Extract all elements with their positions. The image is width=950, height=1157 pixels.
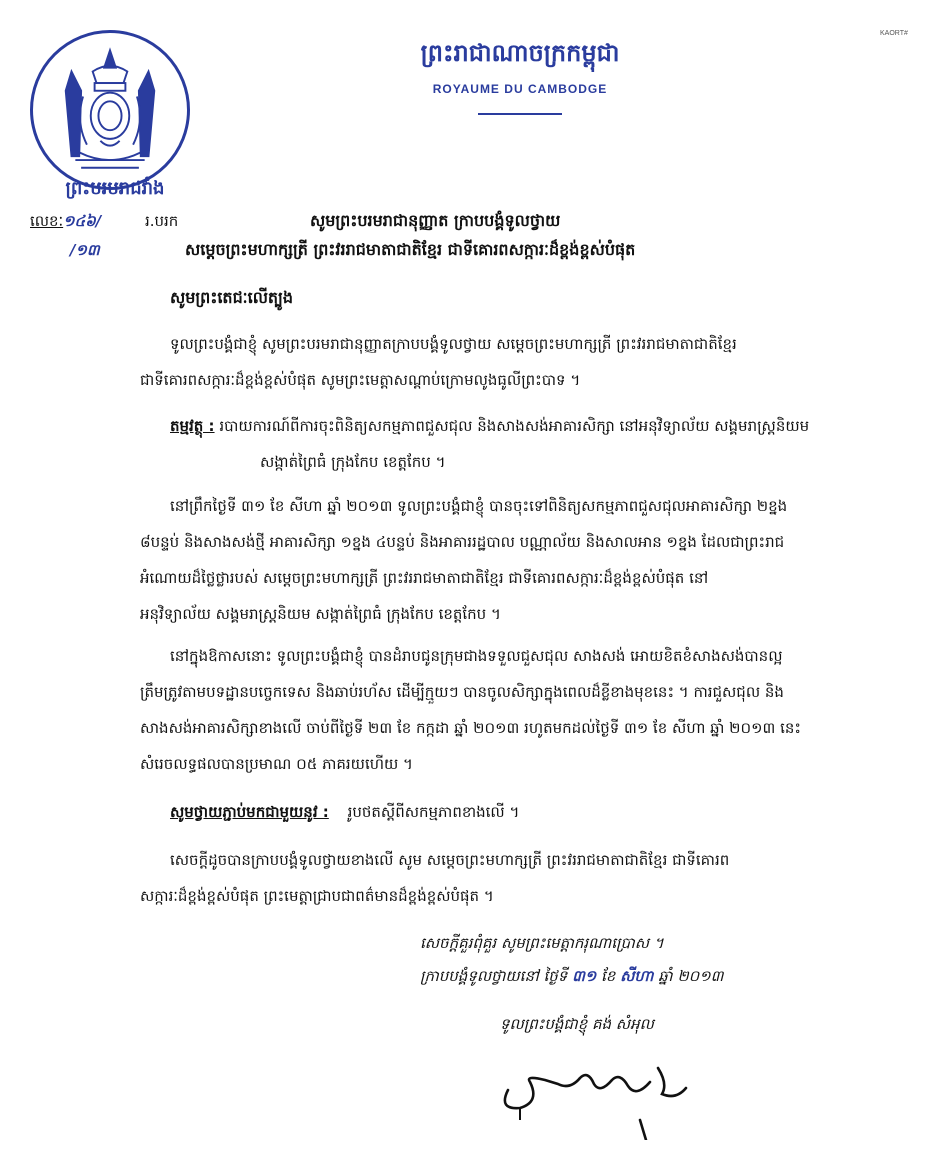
title-divider bbox=[478, 113, 562, 115]
reference-number-label: លេខៈ bbox=[30, 212, 64, 230]
address-line-1: សូមព្រះបរមរាជានុញ្ញាត ក្រាបបង្គំទូលថ្វាយ bbox=[310, 211, 561, 230]
date-month: សីហា bbox=[620, 967, 654, 985]
reference-number-value: ១៤៦/ bbox=[63, 212, 102, 230]
para1-line-3: អំណោយដ៏ថ្លៃថ្លារបស់ សម្តេចព្រះមហាក្សត្រី ព្រះវររាជមាតាជាតិខ្មែរ ជាទីគោរពសក្ការៈដ៏ខ្ពង់ខ្ពស់បំផុត នៅ bbox=[140, 569, 709, 587]
subject-line-1 bbox=[170, 416, 809, 436]
department-name: ព្រះបរមរាជវាំង bbox=[65, 178, 165, 199]
reference-year: /១៣ bbox=[70, 241, 100, 259]
para1-line-1: នៅព្រឹកថ្ងៃទី ៣១ ខែ សីហា ឆ្នាំ ២០១៣ ទូលព្រះបង្គំជាខ្ញុំ បានចុះទៅពិនិត្យសកម្មភាពជួសជុលអាគារសិក្សា ២ខ្នង bbox=[170, 497, 788, 515]
attachment-label: សូមថ្វាយភ្ជាប់មកជាមួយនូវ : bbox=[170, 803, 329, 821]
date-line bbox=[420, 966, 723, 986]
courtesy-line: សេចក្ដីគួរពុំគួរ សូមព្រះមេត្តាករុណាប្រោស ។ bbox=[420, 934, 664, 952]
signature bbox=[490, 1050, 710, 1140]
reference-office: រ.បរក bbox=[145, 212, 179, 230]
royal-seal-icon bbox=[33, 33, 187, 187]
address-line-2: សម្តេចព្រះមហាក្សត្រី ព្រះវររាជមាតាជាតិខ្មែរ ជាទីគោរពសក្ការៈដ៏ខ្ពង់ខ្ពស់បំផុត bbox=[185, 240, 636, 259]
salutation: សូមព្រះតេជៈលើត្បូង bbox=[170, 288, 294, 307]
para2-line-3: សាងសង់អាគារសិក្សាខាងលើ ចាប់ពីថ្ងៃទី ២៣ ខែ កក្កដា ឆ្នាំ ២០១៣ រហូតមកដល់ថ្ងៃទី ៣១ ខែ សីហា ឆ្នាំ ២០១៣ នេះ bbox=[140, 719, 801, 737]
attachment-text: រូបថតស្តីពីសកម្មភាពខាងលើ ។ bbox=[347, 803, 520, 821]
country-name-french: ROYAUME DU CAMBODGE bbox=[432, 82, 608, 96]
para2-line-4: សំរេចលទ្ធផលបានប្រមាណ ០៥ ភាគរយហើយ ។ bbox=[140, 755, 413, 773]
para1-line-2: ៨បន្ទប់ និងសាងសង់ថ្មី អាគារសិក្សា ១ខ្នង ៤បន្ទប់ និងអាគាររដ្ឋបាល បណ្ណាល័យ និងសាលអាន ១ខ្នង ដែលជាព្រះរាជ bbox=[140, 533, 785, 551]
para1-line-4: អនុវិទ្យាល័យ សង្គមរាស្ត្រនិយម សង្កាត់ព្រៃធំ ក្រុងកែប ខេត្តកែប ។ bbox=[140, 605, 501, 623]
closing-line-1: សេចក្ដីដូចបានក្រាបបង្គំទូលថ្វាយខាងលើ សូម សម្តេចព្រះមហាក្សត្រី ព្រះវររាជមាតាជាតិខ្មែរ ជាទីគោរព bbox=[170, 851, 730, 869]
date-day: ៣១ bbox=[572, 967, 597, 985]
date-year: ២០១៣ bbox=[677, 967, 724, 985]
subject-line-2: សង្កាត់ព្រៃធំ ក្រុងកែប ខេត្តកែប ។ bbox=[260, 453, 446, 471]
intro-line-2: ជាទីគោរពសក្ការៈដ៏ខ្ពង់ខ្ពស់បំផុត សូមព្រះមេត្តាសណ្ដាប់ក្រោមលូងធូលីព្រះបាទ ។ bbox=[140, 371, 581, 389]
royal-seal-logo bbox=[30, 30, 190, 190]
handwritten-signature-icon bbox=[490, 1050, 710, 1140]
country-name-khmer: ព្រះរាជាណាចក្រកម្ពុជា bbox=[420, 39, 620, 67]
subject-label: តម្មវត្ថុ : bbox=[170, 417, 215, 435]
para2-line-1: នៅក្នុងឱកាសនោះ ទូលព្រះបង្គំជាខ្ញុំ បានដំរាបជូនក្រុមជាងទទួលជួសជុល សាងសង់ អោយខិតខំសាងសង់បានល្អ bbox=[170, 647, 783, 665]
attachment-line bbox=[170, 802, 519, 822]
closing-line-2: សក្ការៈដ៏ខ្ពង់ខ្ពស់បំផុត ព្រះមេត្តាជ្រាបជាពត៌មានដ៏ខ្ពង់ខ្ពស់បំផុត ។ bbox=[140, 887, 494, 905]
intro-line-1: ទូលព្រះបង្គំជាខ្ញុំ សូមព្រះបរមរាជានុញ្ញាតក្រាបបង្គំទូលថ្វាយ សម្តេចព្រះមហាក្សត្រី ព្រះវររាជមាតាជាតិខ្មែរ bbox=[170, 335, 737, 353]
para2-line-2: ត្រឹមត្រូវតាមបទដ្ឋានបច្ចេកទេស និងឆាប់រហ័ស ដើម្បីក្មួយៗ បានចូលសិក្សាក្នុងពេលដ៏ខ្លីខាងមុខនេះ ។ ការជួសជុល និង bbox=[140, 683, 784, 701]
subject-text-1: របាយការណ៍ពីការចុះពិនិត្យសកម្មភាពជួសជុល និងសាងសង់អាគារសិក្សា នៅអនុវិទ្យាល័យ សង្គមរាស្ត្រនិយម bbox=[219, 417, 810, 435]
reference-number bbox=[30, 211, 101, 231]
date-year-label: ឆ្នាំ bbox=[658, 967, 673, 985]
date-month-label: ខែ bbox=[601, 967, 616, 985]
date-prefix: ក្រាបបង្គំទូលថ្វាយនៅ ថ្ងៃទី bbox=[420, 967, 568, 985]
signer-name: ទូលព្រះបង្គំជាខ្ញុំ គង់ សំអុល bbox=[500, 1015, 654, 1033]
corner-code: KAORT# bbox=[880, 30, 908, 37]
